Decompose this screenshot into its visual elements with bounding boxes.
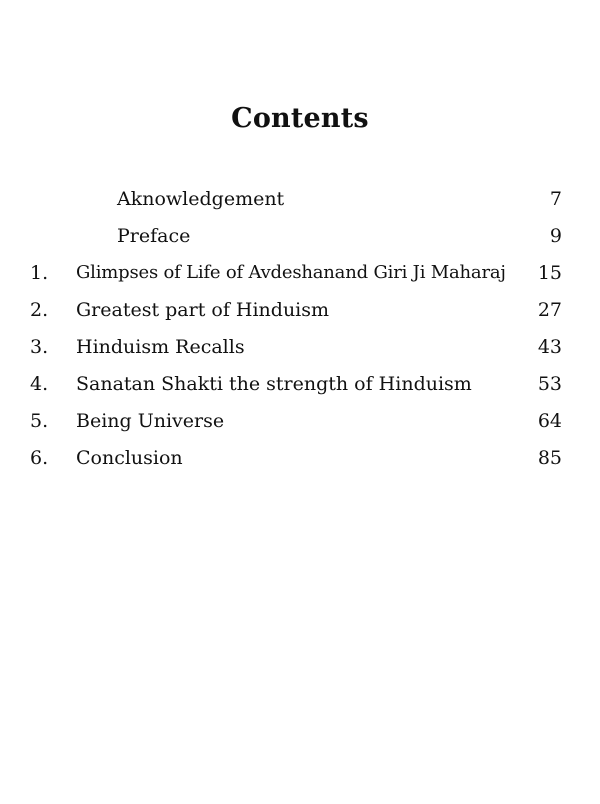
toc-entry-number: 6. bbox=[30, 447, 49, 469]
toc-entry-label: Preface bbox=[117, 225, 191, 247]
toc-entry-number: 5. bbox=[30, 410, 49, 432]
toc-entry-chapter-5 bbox=[0, 406, 600, 436]
toc-entry-label: Being Universe bbox=[76, 410, 225, 432]
toc-entry-page: 15 bbox=[537, 262, 562, 284]
toc-entry-chapter-2 bbox=[0, 295, 600, 325]
toc-entry-label: Hinduism Recalls bbox=[76, 336, 245, 358]
toc-entry-page: 7 bbox=[549, 188, 562, 210]
toc-entry-chapter-4 bbox=[0, 369, 600, 399]
toc-entry-chapter-3 bbox=[0, 332, 600, 362]
toc-entry-number: 4. bbox=[30, 373, 49, 395]
toc-entry-label: Glimpses of Life of Avdeshanand Giri Ji Maharaj bbox=[76, 262, 506, 283]
toc-entry-label: Aknowledgement bbox=[117, 188, 285, 210]
toc-entry-page: 53 bbox=[537, 373, 562, 395]
page-title: Contents bbox=[231, 103, 369, 134]
toc-entry-page: 64 bbox=[537, 410, 562, 432]
toc-entry-page: 9 bbox=[549, 225, 562, 247]
toc-entry-number: 1. bbox=[30, 262, 49, 284]
toc-entry-page: 27 bbox=[537, 299, 562, 321]
toc-entry-number: 2. bbox=[30, 299, 49, 321]
toc-entry-label: Conclusion bbox=[76, 447, 183, 469]
toc-entry-label: Sanatan Shakti the strength of Hinduism bbox=[76, 373, 472, 395]
toc-entry-preface bbox=[0, 221, 600, 251]
toc-entry-chapter-1 bbox=[0, 258, 600, 288]
toc-entry-page: 85 bbox=[537, 447, 562, 469]
toc-entry-number: 3. bbox=[30, 336, 49, 358]
toc-entry-aknowledgement bbox=[0, 184, 600, 214]
toc-entry-label: Greatest part of Hinduism bbox=[76, 299, 330, 321]
toc-entry-chapter-6 bbox=[0, 443, 600, 473]
toc-entry-page: 43 bbox=[537, 336, 562, 358]
